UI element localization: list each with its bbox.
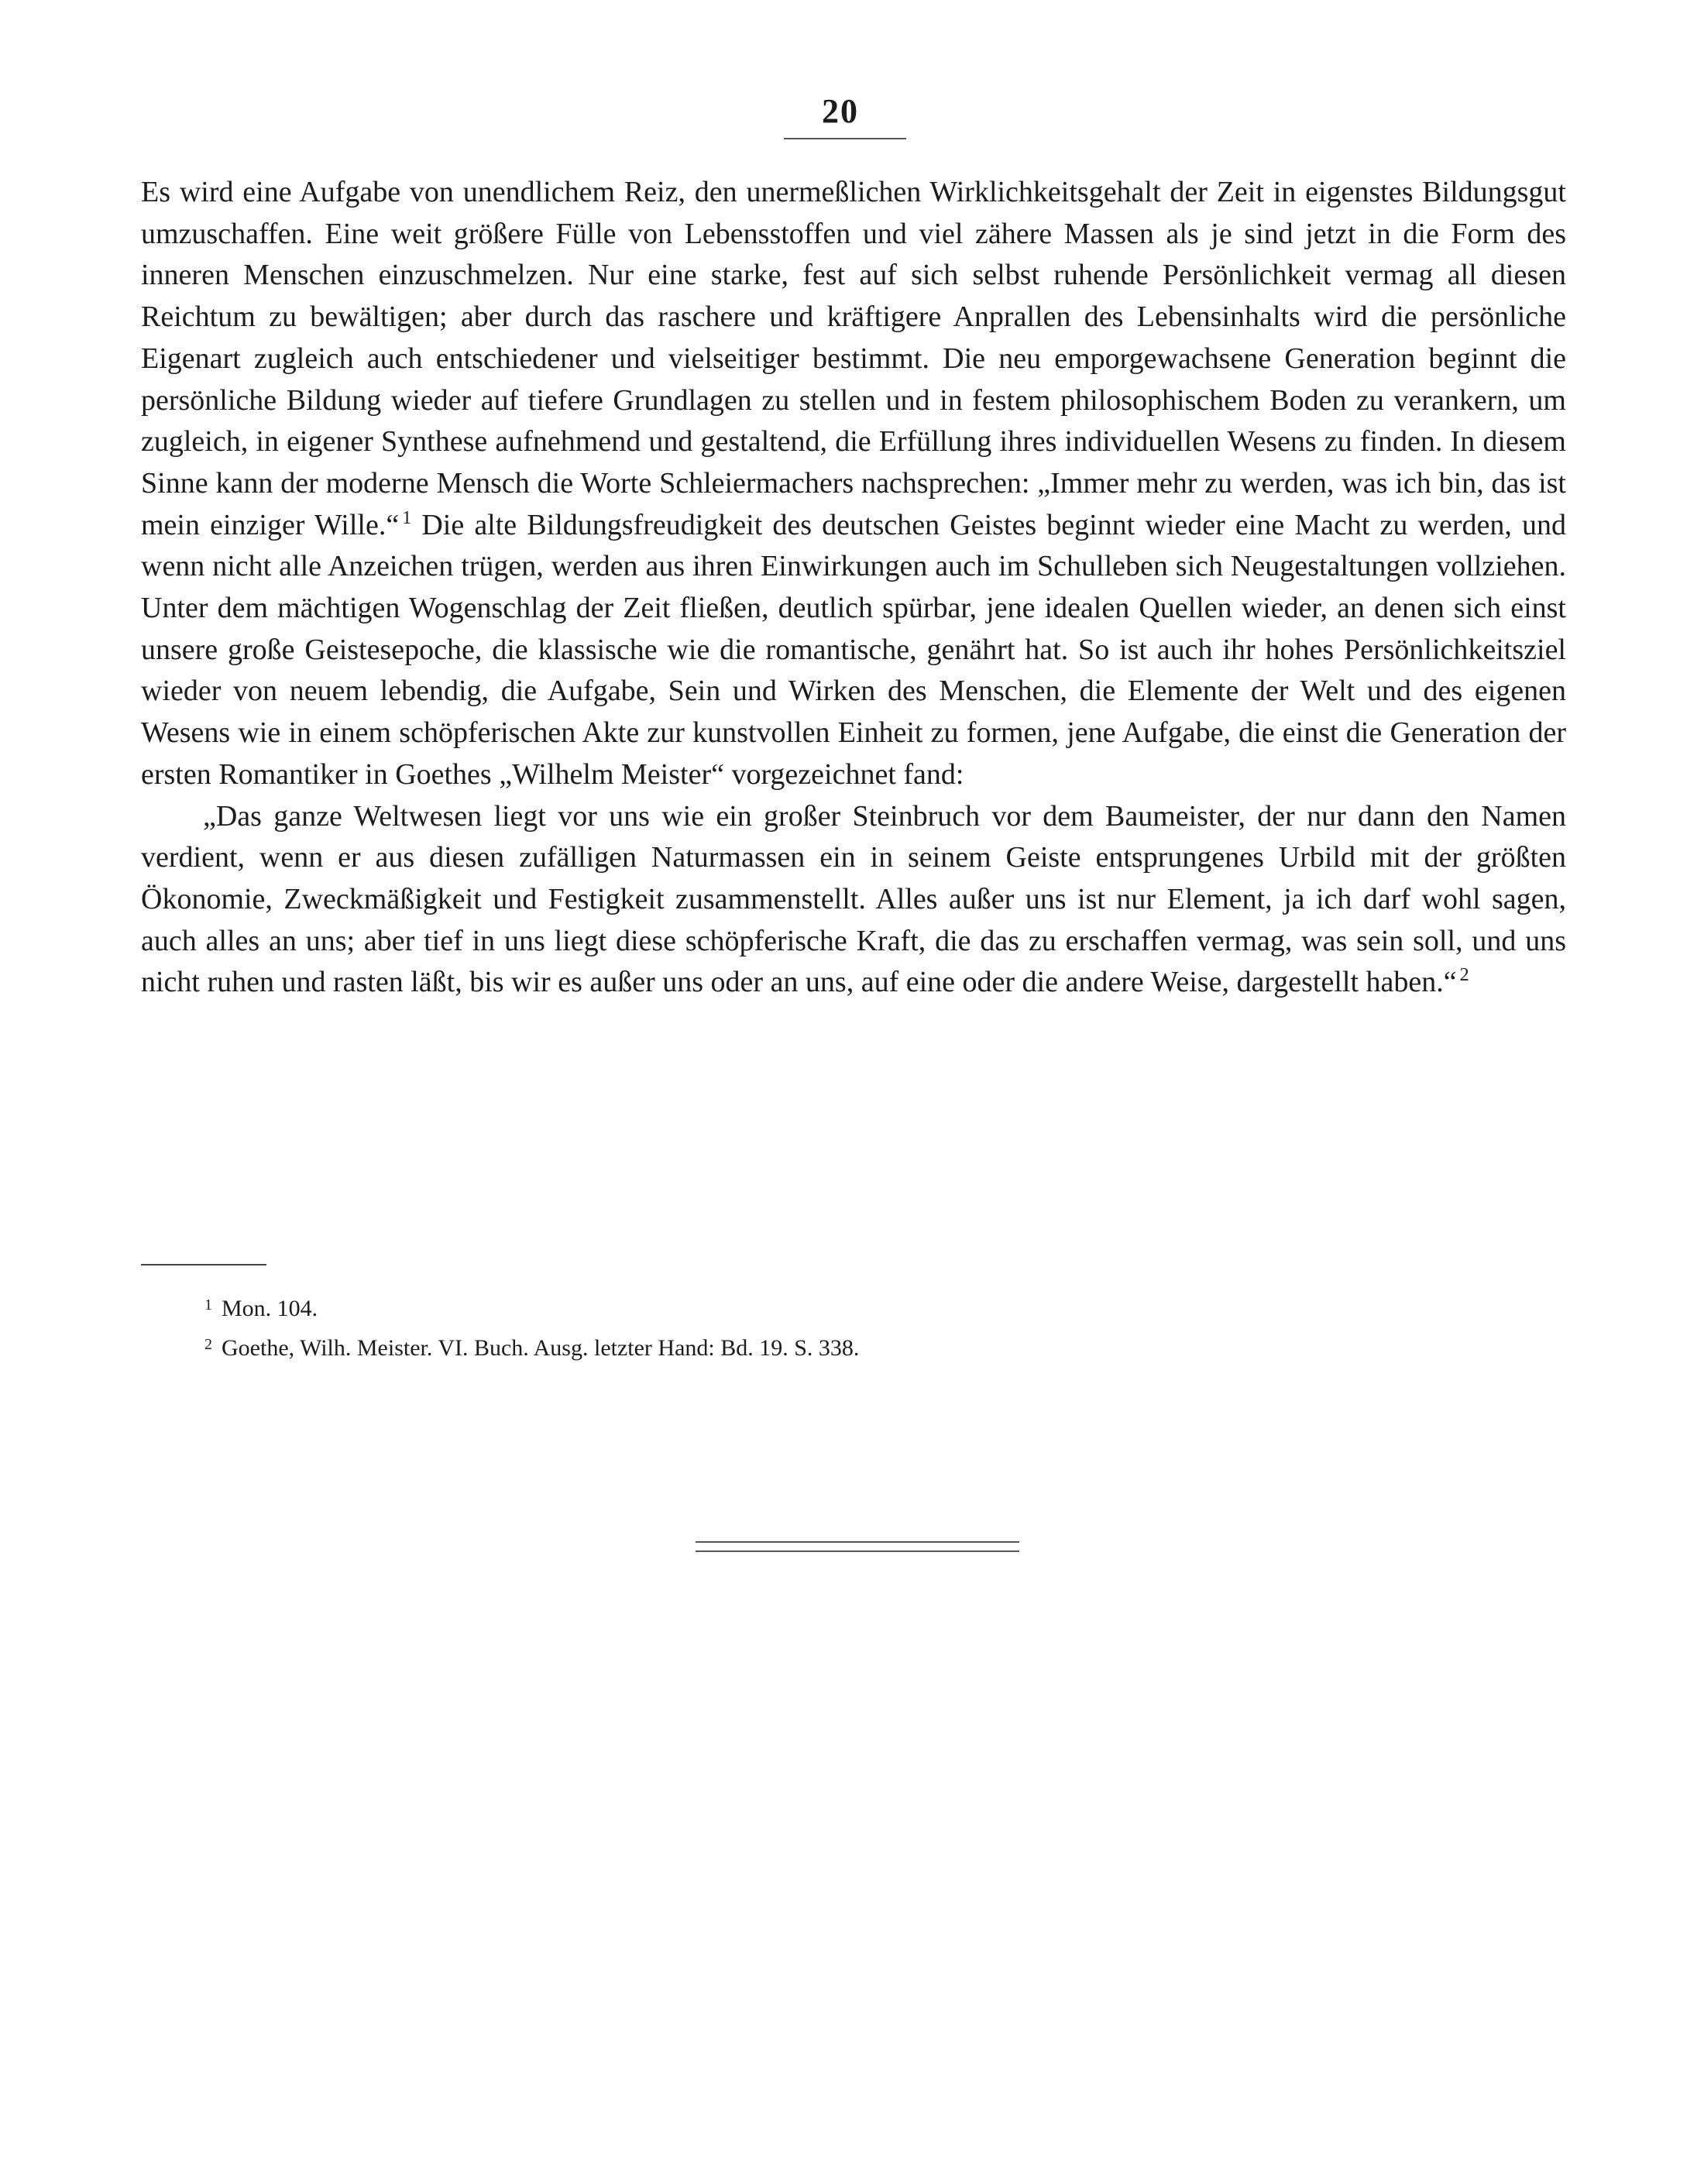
paragraph-1-continuation: Die alte Bildungsfreudigkeit des deutschen Geistes beginnt wieder eine Macht zu werden, und wenn nicht alle Anzeichen trügen, werden aus ihren Einwirkungen auch im Schulleben sich Neugestaltungen vollziehen. Unter dem mächtigen Wogenschlag der Zeit fließen, deutlich spürbar, jene idealen Quellen wieder, an denen sich einst unsere große Geistesepoche, die klassische wie die romantische, genährt hat. So ist auch ihr hohes Persönlichkeitsziel wieder von neuem lebendig, die Aufgabe, Sein und Wirken des Menschen, die Elemente der Welt und des eigenen Wesens wie in einem schöpferischen Akte zur kunstvollen Einheit zu formen, jene Aufgabe, die einst die Generation der ersten Romantiker in Goethes „Wilhelm Meister“ vorgezeichnet fand: <box>141 508 1566 791</box>
page-number-underline <box>784 138 906 139</box>
footnote-2-text: Goethe, Wilh. Meister. VI. Buch. Ausg. letzter Hand: Bd. 19. S. 338. <box>222 1335 860 1361</box>
footnote-ref-1: 1 <box>402 507 412 528</box>
footnote-2 <box>204 1327 1521 1366</box>
footnote-separator <box>141 1264 266 1265</box>
end-of-chapter-double-rule <box>696 1541 1019 1552</box>
footnote-1-mark: 1 <box>204 1296 212 1313</box>
footnote-ref-2: 2 <box>1459 965 1469 986</box>
page-number: 20 <box>822 92 859 130</box>
goethe-quote-text: „Das ganze Weltwesen liegt vor uns wie ein großer Steinbruch vor dem Baumeister, der nur dann den Namen verdient, wenn er aus diesen zufälligen Naturmassen ein in seinem Geiste entsprungenes Urbild mit der größten Ökonomie, Zweckmäßigkeit und Festigkeit zusammenstellt. Alles außer uns ist nur Element, ja ich darf wohl sagen, auch alles an uns; aber tief in uns liegt diese schöpferische Kraft, die das zu erschaffen vermag, was sein soll, und uns nicht ruhen und rasten läßt, bis wir es außer uns oder an uns, auf eine oder die andere Weise, dargestellt haben.“ <box>141 799 1566 999</box>
goethe-quote <box>141 796 1566 1004</box>
footnote-1-text: Mon. 104. <box>222 1296 318 1321</box>
footnote-2-mark: 2 <box>204 1336 212 1353</box>
paragraph-1-text: Es wird eine Aufgabe von unendlichem Reiz, den unermeßlichen Wirklichkeitsgehalt der Zeit in eigenstes Bildungsgut umzuschaffen. Eine weit größere Fülle von Lebensstoffen und viel zähere Massen als je sind jetzt in die Form des inneren Menschen einzuschmelzen. Nur eine starke, fest auf sich selbst ruhende Persönlichkeit vermag all diesen Reichtum zu bewältigen; aber durch das raschere und kräftigere Anprallen des Lebensinhalts wird die persönliche Eigenart zugleich auch entschiedener und vielseitiger bestimmt. Die neu emporgewachsene Generation beginnt die persönliche Bildung wieder auf tiefere Grundlagen zu stellen und in festem philosophischem Boden zu verankern, um zugleich, in eigener Synthese aufnehmend und gestaltend, die Erfüllung ihres individuellen Wesens zu finden. In diesem Sinne kann der moderne Mensch die Worte Schleiermachers nachsprechen: „Immer mehr zu werden, was ich bin, das ist mein einziger Wille.“ <box>141 176 1566 541</box>
footnote-1 <box>204 1287 1521 1327</box>
main-text <box>141 172 1566 1004</box>
paragraph-1 <box>141 172 1566 796</box>
footnotes <box>204 1287 1521 1366</box>
